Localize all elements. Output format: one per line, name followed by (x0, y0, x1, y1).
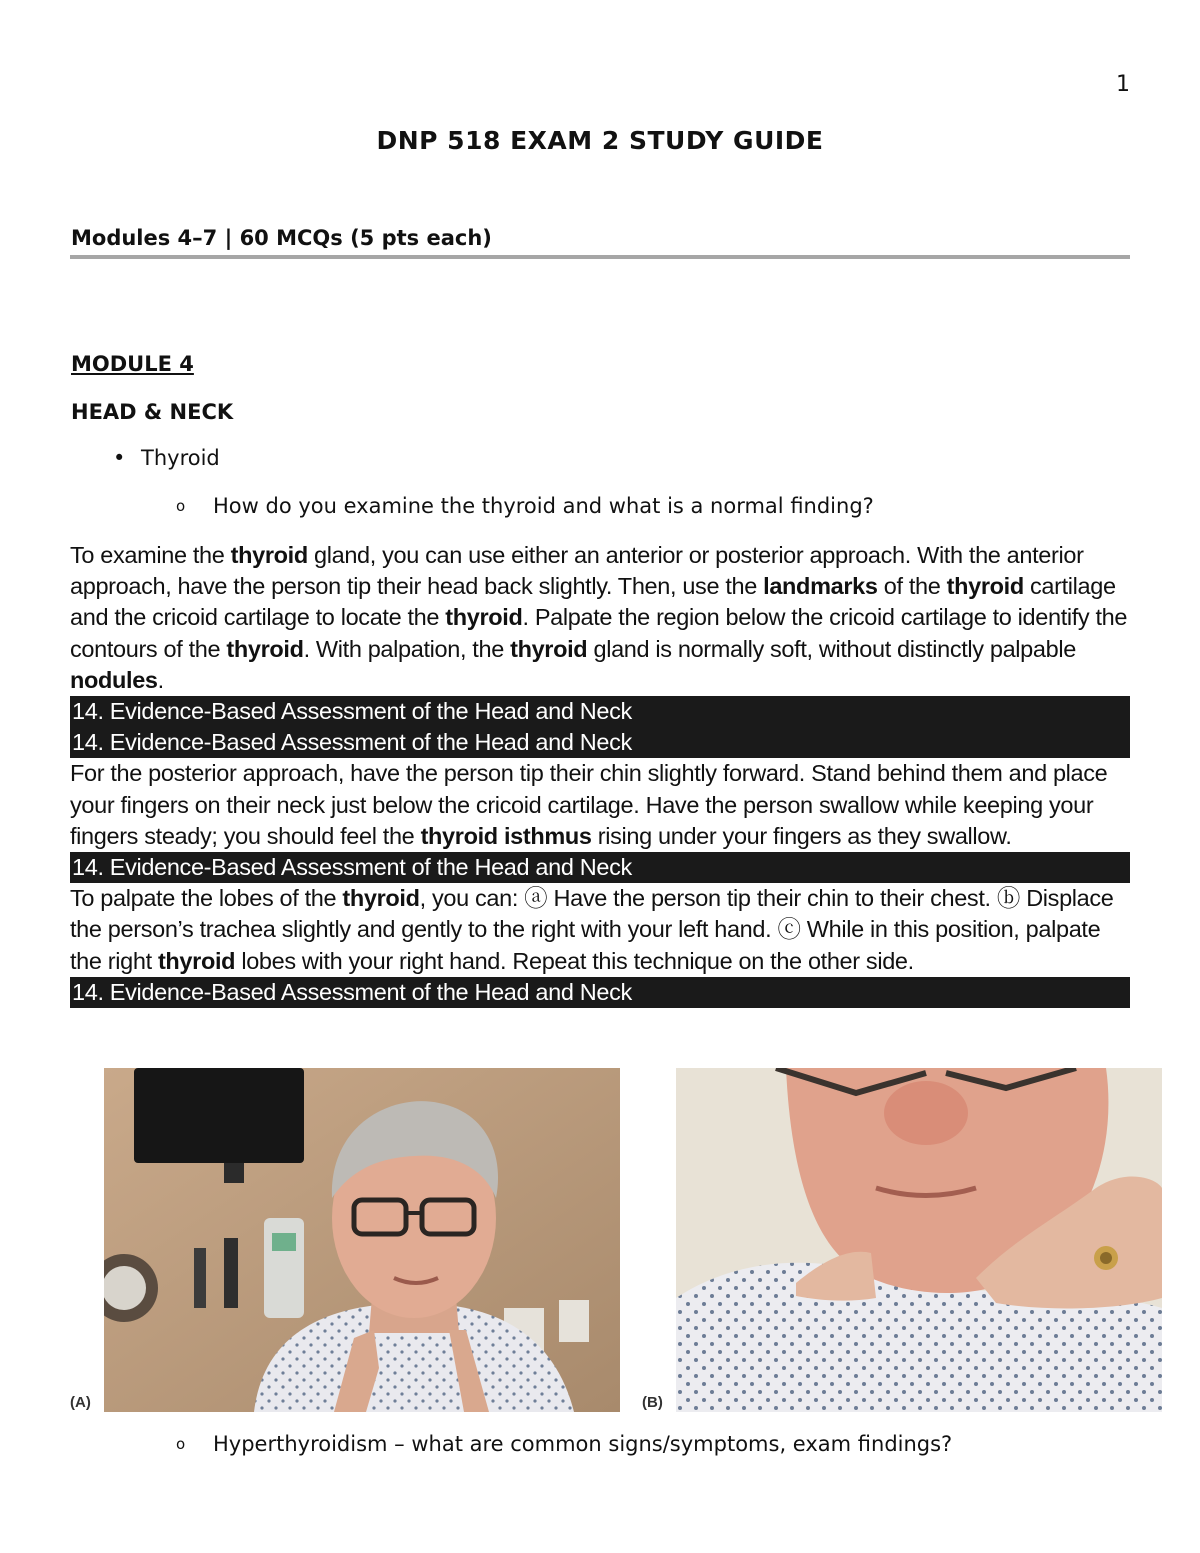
section-heading: HEAD & NECK (71, 400, 234, 424)
text-run: rising under your fingers as they swallow. (591, 822, 1012, 849)
text-run: For the posterior approach, have the person tip their chin slightly forward. Stand behind them and place your fingers on their neck just below the cricoid cartilage. Have the person swallow while keeping your fingers steady; you should feel the (70, 760, 1108, 849)
question-item (176, 494, 874, 518)
text-run: . (157, 666, 164, 693)
source-bar: 14. Evidence-Based Assessment of the Head and Neck (70, 727, 1130, 758)
text-run: . With palpation, the (303, 635, 511, 662)
sub-bullet-marker: o (176, 497, 186, 515)
subtitle: Modules 4–7 | 60 MCQs (5 pts each) (71, 226, 492, 250)
page-number: 1 (1116, 72, 1130, 97)
source-bar: 14. Evidence-Based Assessment of the Head and Neck (70, 696, 1130, 727)
thyroid-exam-figure (68, 1068, 1162, 1412)
bold-term: thyroid (510, 635, 588, 662)
text-run: of the (877, 573, 947, 600)
text-run: To examine the (70, 542, 231, 568)
bullet-label: Thyroid (141, 446, 220, 470)
text-run: lobes with your right hand. Repeat this technique on the other side. (235, 947, 914, 974)
text-run: . Palpate the region below the cricoid cartilage to identify the contours of the (70, 604, 1128, 662)
photo-anterior-approach (104, 1068, 620, 1412)
bold-term: thyroid (342, 885, 420, 912)
text-run: gland, you can use either an anterior or posterior approach. With the anterior approach, have the person tip their head back slightly. Then, use the (70, 542, 1084, 600)
module-heading: MODULE 4 (71, 352, 194, 376)
bullet-marker: • (113, 446, 126, 470)
source-bar: 14. Evidence-Based Assessment of the Head and Neck (70, 977, 1130, 1008)
bold-term: thyroid (946, 573, 1024, 600)
question-text: How do you examine the thyroid and what is a normal finding? (213, 494, 874, 518)
text-run: To palpate the lobes of the (70, 885, 343, 912)
horizontal-rule (70, 255, 1130, 259)
paragraph-anterior-approach (70, 540, 1130, 696)
bold-term: thyroid isthmus (420, 822, 592, 849)
source-bar: 14. Evidence-Based Assessment of the Head and Neck (70, 852, 1130, 883)
paragraph-posterior-approach (70, 758, 1130, 852)
document-title: DNP 518 EXAM 2 STUDY GUIDE (376, 126, 824, 155)
bold-term: landmarks (763, 573, 878, 600)
bold-term: thyroid (230, 542, 308, 568)
figure-label-a: (A) (70, 1394, 91, 1411)
bold-term: nodules (70, 666, 158, 693)
text-run: gland is normally soft, without distinctly palpable (587, 635, 1076, 662)
text-run: , you can: ⓐ Have the person tip their chin to their chest. ⓑ Displace the person’s trachea slightly and gently to the right with your left hand. ⓒ While in this position, palpate the right (70, 885, 1114, 974)
paragraph-palpate-lobes (70, 883, 1130, 977)
figure-label-b: (B) (642, 1394, 663, 1411)
content-body (70, 540, 1130, 1008)
photo-posterior-approach (676, 1068, 1162, 1412)
question-item (176, 1432, 952, 1456)
bold-term: thyroid (226, 635, 304, 662)
question-text: Hyperthyroidism – what are common signs/symptoms, exam findings? (213, 1432, 953, 1456)
bold-term: thyroid (157, 947, 236, 974)
text-run: cartilage and the cricoid cartilage to locate the (70, 573, 1116, 631)
bullet-item-thyroid (113, 446, 220, 470)
sub-bullet-marker: o (176, 1435, 186, 1453)
bold-term: thyroid (445, 604, 523, 631)
